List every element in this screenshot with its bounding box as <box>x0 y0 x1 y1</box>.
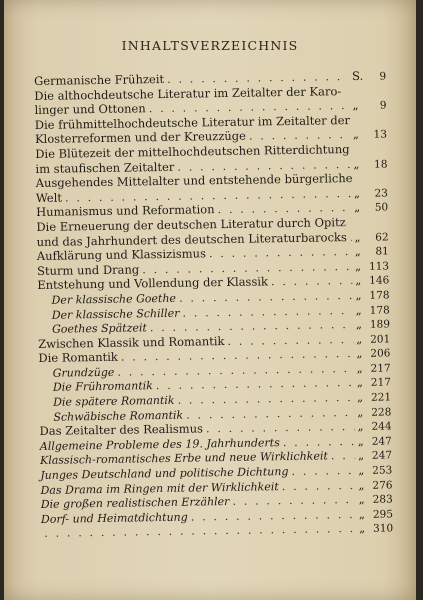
page-number: 62 <box>375 230 389 244</box>
toc-entry-title: Das Drama im Ringen mit der Wirklichkeit <box>40 479 279 497</box>
page-number: 310 <box>373 522 394 536</box>
toc-entry-title: Klosterreformen und der Kreuzzüge <box>34 129 247 147</box>
page-prefix: „ <box>352 127 360 142</box>
toc-entry-title: Die spätere Romantik <box>53 393 175 409</box>
page-prefix: „ <box>355 316 363 332</box>
page-prefix: „ <box>357 433 364 448</box>
page-number: 253 <box>372 464 393 477</box>
toc-entry-title: Der klassische Schiller <box>51 306 180 322</box>
page-number: 113 <box>368 260 390 273</box>
toc-entry-title: Zwischen Klassik und Romantik <box>38 333 225 351</box>
page-prefix: „ <box>356 331 363 346</box>
page-prefix: „ <box>359 521 366 536</box>
page-number: 23 <box>374 187 389 200</box>
toc-entry-title: im staufischen Zeitalter <box>35 159 175 176</box>
dot-leader <box>283 434 355 450</box>
dot-leader <box>331 448 355 463</box>
page-prefix: „ <box>357 404 364 419</box>
page-number: 18 <box>373 158 388 171</box>
page-prefix: S. <box>351 68 364 84</box>
page-prefix: „ <box>358 506 366 521</box>
toc-entry-title: Entstehung und Vollendung der Klassik <box>37 274 269 293</box>
toc-entry-title: und das Jahrhundert des deutschen Literaturbarocks <box>36 229 347 249</box>
toc-entry-title: Grundzüge <box>52 365 115 380</box>
toc-entry-title: Die Erneuerung der deutschen Literatur durch Opitz <box>36 215 346 234</box>
page-prefix: „ <box>356 346 363 361</box>
page-number: 247 <box>371 435 392 448</box>
dot-leader <box>271 273 353 289</box>
toc-entry-title: Klassisch-romantisches Erbe und neue Wirklichkeit <box>39 449 328 468</box>
page-prefix: „ <box>355 302 362 317</box>
toc-entry-title: Aufklärung und Klassizismus <box>36 246 207 264</box>
page-prefix: „ <box>353 185 360 200</box>
toc-entry-title: linger und Ottonen <box>34 101 146 118</box>
toc-entry-title: Das Zeitalter des Realismus <box>39 421 204 439</box>
page-prefix: „ <box>354 258 362 273</box>
page-prefix: „ <box>356 360 363 375</box>
dot-leader <box>249 127 350 143</box>
page-prefix: „ <box>355 287 362 302</box>
page-prefix: „ <box>358 462 365 477</box>
dot-leader <box>291 463 355 479</box>
page-number: 276 <box>372 479 393 492</box>
page-number: 9 <box>379 70 387 83</box>
page-number: 178 <box>369 303 390 317</box>
toc-entry-title: Dorf- und Heimatdichtung <box>40 510 188 526</box>
page-title: INHALTSVERZEICHNIS <box>121 38 299 53</box>
page-number: 247 <box>371 449 393 463</box>
toc-entry-title: Humanismus und Reformation <box>36 202 215 220</box>
toc-entry-title: Germanische Frühzeit <box>34 71 165 88</box>
dot-leader <box>350 230 352 245</box>
page-prefix: „ <box>354 200 361 215</box>
page-number: 50 <box>374 201 389 215</box>
page-number: 217 <box>370 362 391 375</box>
toc-entry-title: Welt <box>35 190 63 205</box>
page-prefix: „ <box>357 419 364 434</box>
toc-entry-title: Die althochdeutsche Literatur im Zeitalter der Karo- <box>34 83 342 103</box>
page-prefix: „ <box>358 492 365 507</box>
table-of-contents <box>34 68 393 540</box>
page-number: 217 <box>370 376 391 390</box>
page-prefix: „ <box>358 477 365 492</box>
toc-entry-title: Schwäbische Romantik <box>53 408 184 424</box>
page-number: 146 <box>369 274 390 288</box>
page-prefix: „ <box>357 389 364 405</box>
page-number: 13 <box>373 128 388 142</box>
page-prefix: „ <box>354 244 361 259</box>
page-number: 189 <box>369 318 391 331</box>
page-number: 201 <box>370 333 391 346</box>
toc-entry-title: Goethes Spätzeit <box>51 321 147 336</box>
page-number: 206 <box>370 347 391 361</box>
page-prefix: „ <box>356 375 363 390</box>
page-number: 283 <box>372 493 393 506</box>
toc-entry-title: Sturm und Drang <box>36 262 140 278</box>
page-number: 221 <box>370 391 392 404</box>
page-prefix: „ <box>352 98 359 113</box>
page-prefix: „ <box>355 273 362 288</box>
page-number: 81 <box>375 245 389 258</box>
toc-entry-title: Allgemeine Probleme des 19. Jahrhunderts <box>39 436 280 453</box>
toc-entry-title: Die Romantik <box>38 350 118 366</box>
dot-leader <box>282 478 356 494</box>
toc-entry-title: Die großen realistischen Erzähler <box>40 495 230 512</box>
page-number: 244 <box>371 420 392 433</box>
book-page <box>4 0 416 600</box>
toc-entry-title: Junges Deutschland und politische Dichtung <box>40 465 289 482</box>
toc-entry-title: Die frühmittelhochdeutsche Literatur im Zeitalter der <box>34 112 351 132</box>
page-number: 228 <box>371 406 392 419</box>
page-number: 178 <box>369 289 390 302</box>
page-number: 295 <box>372 508 394 521</box>
page-prefix: „ <box>357 448 365 463</box>
page-prefix: „ <box>354 229 361 244</box>
toc-entry-title: Die Blütezeit der mittelhochdeutschen Ritterdichtung <box>35 142 350 161</box>
toc-entry-title: Ausgehendes Mittelalter und entstehende bürgerliche <box>35 171 353 191</box>
toc-entry-title: Der klassische Goethe <box>51 291 177 307</box>
page-number: 9 <box>379 99 387 112</box>
page-prefix: „ <box>353 156 360 171</box>
toc-entry-title: Die Frühromantik <box>52 379 153 395</box>
